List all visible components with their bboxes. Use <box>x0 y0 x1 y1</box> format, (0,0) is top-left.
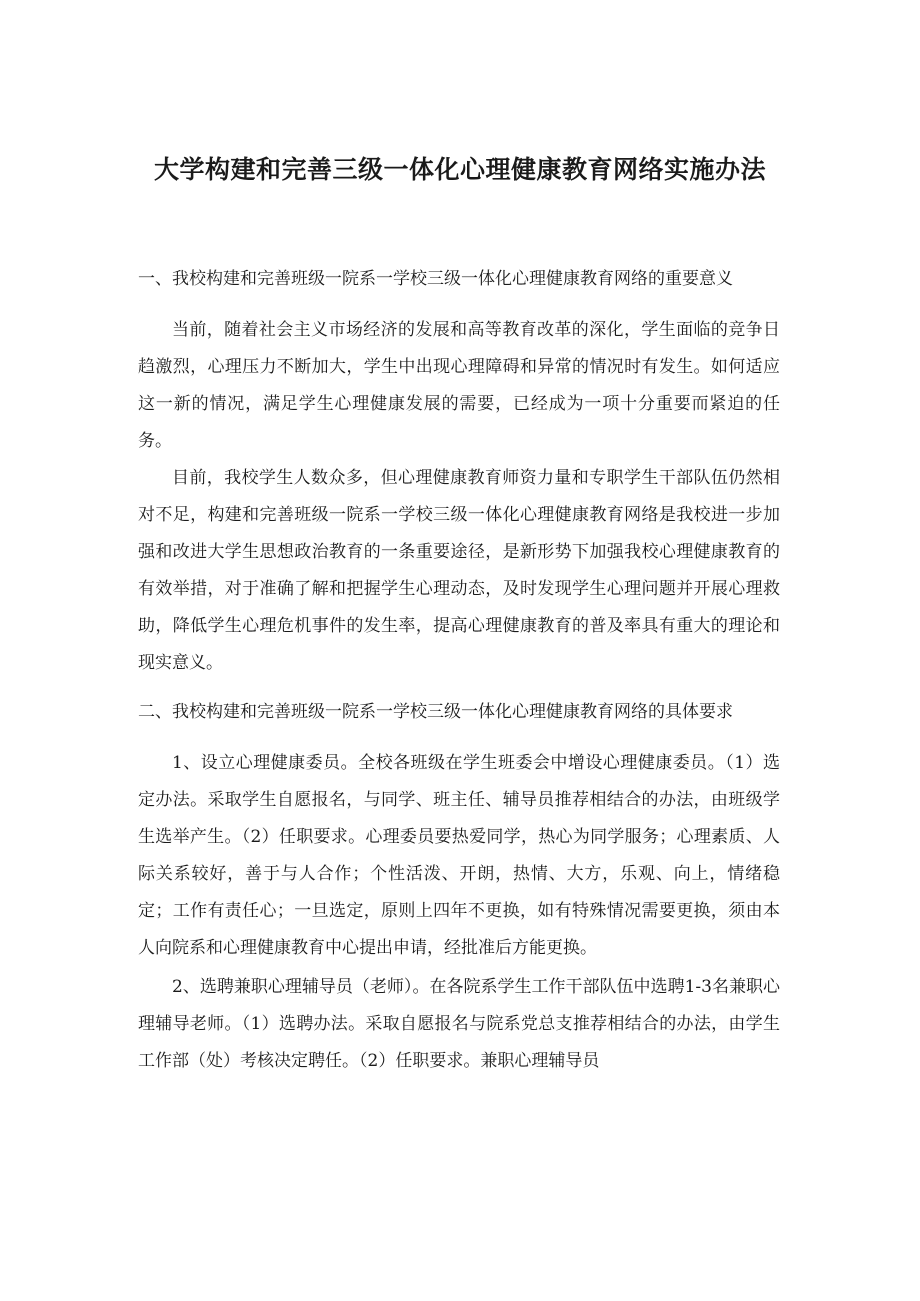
section-2-heading: 二、我校构建和完善班级一院系一学校三级一体化心理健康教育网络的具体要求 <box>138 702 733 722</box>
section-1-paragraph: 目前，我校学生人数众多，但心理健康教育师资力量和专职学生干部队伍仍然相对不足，构建和完善班级一院系一学校三级一体化心理健康教育网络是我校进一步加强和改进大学生思想政治教育的一条重要途径，是新形势下加强我校心理健康教育的有效举措，对于准确了解和把握学生心理动态，及时发现学生心理问题并开展心理救助，降低学生心理危机事件的发生率，提高心理健康教育的普及率具有重大的理论和现实意义。 <box>138 468 780 673</box>
section-1-paragraph: 当前，随着社会主义市场经济的发展和高等教育改革的深化，学生面临的竞争日趋激烈，心理压力不断加大，学生中出现心理障碍和异常的情况时有发生。如何适应这一新的情况，满足学生心理健康发展的需要，已经成为一项十分重要而紧迫的任务。 <box>138 320 780 451</box>
document-title: 大学构建和完善三级一体化心理健康教育网络实施办法 <box>153 155 766 184</box>
spacer <box>138 682 780 694</box>
section-2-item: 1、设立心理健康委员。全校各班级在学生班委会中增设心理健康委员。（1）选定办法。采取学生自愿报名，与同学、班主任、辅导员推荐相结合的办法，由班级学生选举产生。（2）任职要求。心理委员要热爱同学，热心为同学服务；心理素质、人际关系较好，善于与人合作；个性活泼、开朗，热情、大方，乐观、向上，情绪稳定；工作有责任心；一旦选定，原则上四年不更换，如有特殊情况需要更换，须由本人向院系和心理健康教育中心提出申请，经批准后方能更换。 <box>138 753 780 958</box>
document-body <box>138 261 780 1082</box>
section-1-heading: 一、我校构建和完善班级一院系一学校三级一体化心理健康教育网络的重要意义 <box>138 269 733 289</box>
section-2-item: 2、选聘兼职心理辅导员（老师）。在各院系学生工作干部队伍中选聘1-3名兼职心理辅导老师。（1）选聘办法。采取自愿报名与院系党总支推荐相结合的办法，由学生工作部（处）考核决定聘任。（2）任职要求。兼职心理辅导员 <box>138 977 780 1071</box>
